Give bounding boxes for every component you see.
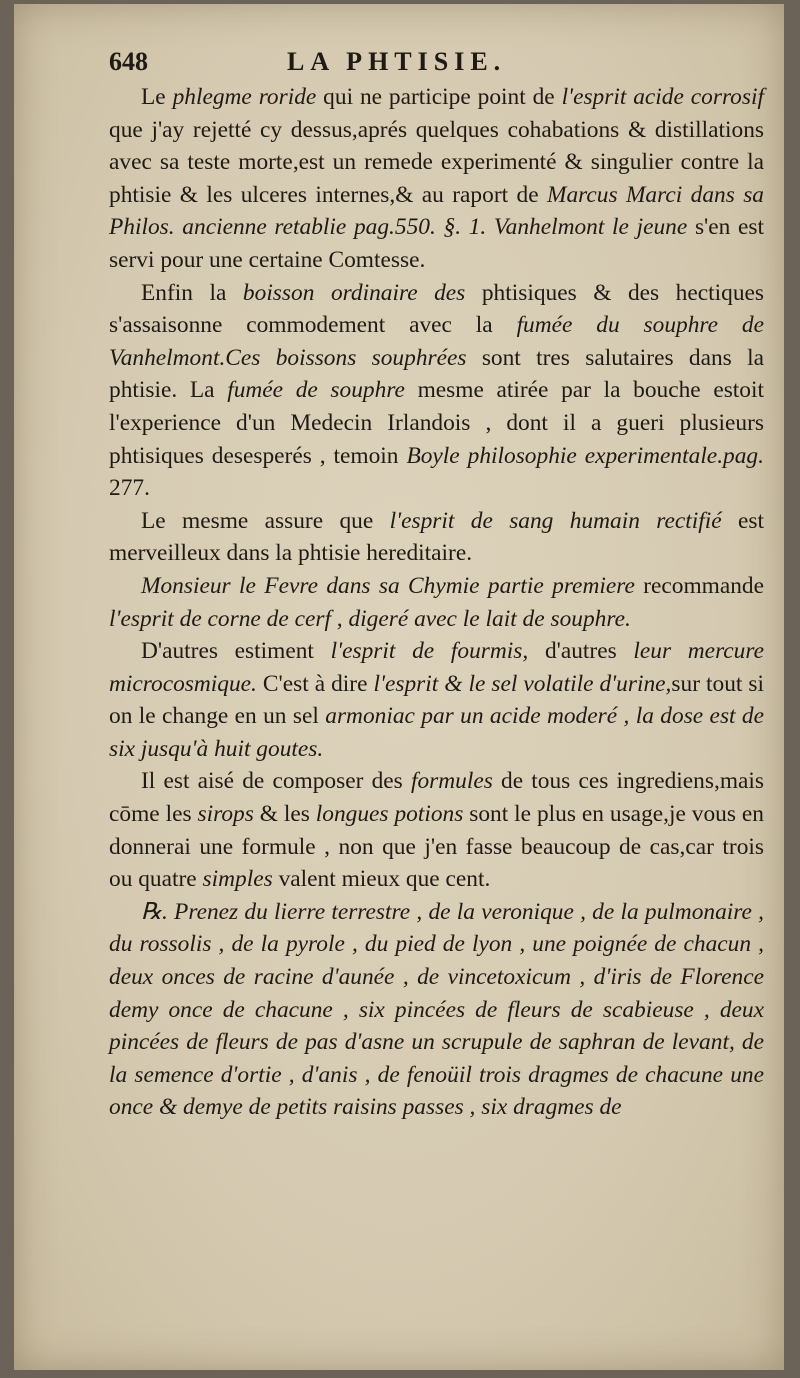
page-header [109,46,764,79]
paragraph [109,505,764,570]
running-title: LA PHTISIE. [287,47,507,76]
paragraph [109,570,764,635]
text-run: de tous ces ingrediens,mais cōme les [109,768,764,828]
italic-run: longues potions [315,801,464,828]
text-run: 277. [109,475,150,502]
paragraph [109,277,764,505]
italic-run: l'esprit de corne de cerf , digeré avec le lait de souphre. [109,605,631,632]
italic-run: phlegme roride [172,84,317,110]
italic-run: l'esprit de sang humain rectifié [389,507,722,534]
text-run: phtisiques & des hectiques s'assaisonne commodement avec la [109,279,764,339]
recipe-paragraph [109,896,764,1124]
text-run: d'autres [528,638,634,665]
italic-run: l'esprit acide corrosif [561,84,764,110]
italic-run: l'esprit de fourmis, [330,638,529,665]
text-run: & les [253,801,316,828]
italic-run: Marcus Marci dans sa Philos. ancienne retablie pag.550. §. 1. Vanhelmont le jeune [109,181,765,241]
italic-run: fumée du souphre de Vanhelmont.Ces boissons souphrées [109,312,764,371]
text-run: recommande [634,572,764,599]
text-run: sur tout si on le change en un sel [109,670,764,730]
text-run: Le [141,84,173,110]
text-run: Le mesme assure que [141,507,390,534]
italic-run: fumée de souphre [227,377,405,404]
text-run: s'en est servi pour une certaine Comtesse. [109,214,764,273]
text-run: Enfin la [141,279,243,306]
italic-run: armoniac par un acide moderé , la dose est de six jusqu'à huit goutes. [109,703,764,762]
italic-run: Boyle philosophie experimentale.pag. [406,442,764,469]
paragraph [109,81,764,277]
italic-run: l'esprit & le sel volatile d'urine, [373,670,672,697]
text-run: C'est à dire [256,670,374,697]
paragraph [109,765,764,895]
text-run: est merveilleux dans la phtisie hereditaire. [109,507,765,567]
paragraph [109,635,764,765]
text-run: Il est aisé de composer des [141,768,411,795]
italic-run: boisson ordinaire des [242,279,466,306]
italic-run: ℞. Prenez du lierre terrestre , de la veronique , de la pulmonaire , du rossolis , de la pyrole , du pied de lyon , une poignée de chacun , deux onces de racine d'aunée , de vincetoxicum , d'iris de Florence demy once de chacune , six pincées de fleurs de scabieuse , deux pincées de fleurs de pas d'asne un scrupule de saphran de levant, de la semence d'ortie , d'anis , de fenoüil trois dragmes de chacune une once & demye de petits raisins passes , six dragmes de [109,898,764,1121]
text-run: qui ne participe point de [316,84,562,110]
italic-run: formules [410,768,493,795]
italic-run: sirops [197,801,254,828]
text-run: mesme atirée par la bouche estoit l'experience d'un Medecin Irlandois , dont il a gueri plusieurs phtisiques desesperés , temoin [109,377,764,469]
page-number: 648 [109,47,148,76]
book-page [14,4,784,1370]
page-text [109,46,764,1124]
text-run: sont tres salutaires dans la phtisie. La [109,344,764,404]
text-run: que j'ay rejetté cy dessus,aprés quelques cohabations & distillations avec sa teste morte,est un remede experimenté & singulier contre la phtisie & les ulceres internes,& au raport de [109,116,764,208]
italic-run: Monsieur le Fevre dans sa Chymie partie premiere [141,572,635,599]
text-run: sont le plus en usage,je vous en donnerai une formule , non que j'en fasse beaucoup de cas,car trois ou quatre [109,801,764,893]
italic-run: simples [202,866,273,893]
italic-run: leur mercure microcosmique. [109,638,764,697]
text-run: valent mieux que cent. [272,866,491,893]
text-run: D'autres estiment [141,638,331,665]
